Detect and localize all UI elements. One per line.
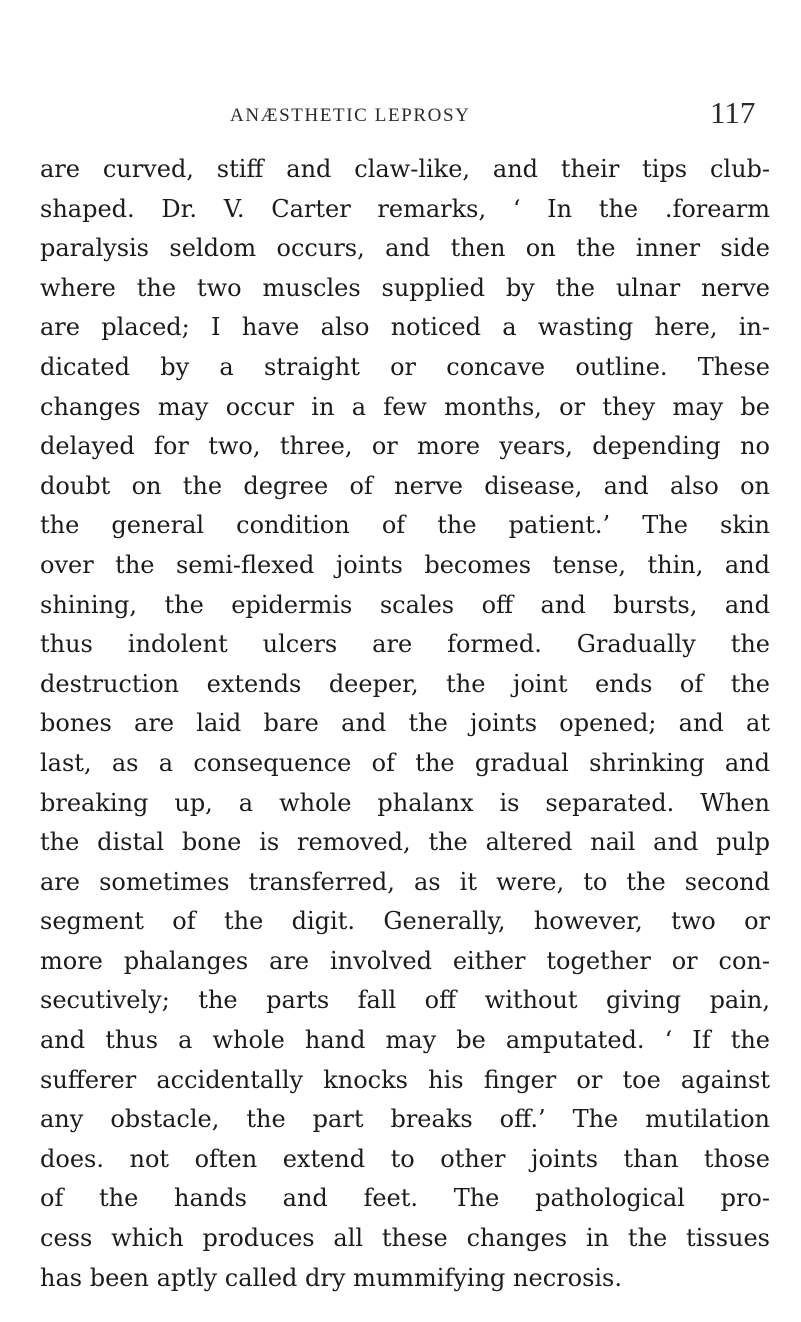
- running-head: [0, 95, 801, 135]
- text-line: any obstacle, the part breaks off.’ The mutilation: [40, 1105, 770, 1134]
- text-line: the distal bone is removed, the altered nail and pulp: [40, 828, 770, 857]
- text-line: dicated by a straight or concave outline. These: [40, 352, 770, 381]
- text-line: has been aptly called dry mummifying necrosis.: [40, 1263, 622, 1292]
- text-line: the general condition of the patient.’ The skin: [40, 511, 770, 540]
- text-line: does. not often extend to other joints than those: [40, 1144, 770, 1173]
- text-line: are sometimes transferred, as it were, to the second: [40, 867, 770, 896]
- text-line: are curved, stiff and claw-like, and their tips club-: [40, 155, 770, 183]
- text-line: destruction extends deeper, the joint ends of the: [40, 669, 770, 698]
- page-number: 117: [710, 95, 756, 130]
- text-line: of the hands and feet. The pathological pro-: [40, 1184, 770, 1213]
- text-line: where the two muscles supplied by the ulnar nerve: [40, 273, 770, 302]
- text-line: over the semi-flexed joints becomes tense, thin, and: [40, 550, 770, 579]
- text-line: bones are laid bare and the joints opened; and at: [40, 709, 770, 738]
- text-line: more phalanges are involved either together or con-: [40, 946, 770, 975]
- text-line: and thus a whole hand may be amputated. ‘ If the: [40, 1026, 770, 1055]
- text-line: last, as a consequence of the gradual shrinking and: [40, 748, 770, 777]
- text-line: breaking up, a whole phalanx is separated. When: [40, 788, 770, 817]
- text-line: delayed for two, three, or more years, depending no: [40, 432, 770, 461]
- text-line: cess which produces all these changes in the tissues: [40, 1224, 770, 1253]
- text-line: shaped. Dr. V. Carter remarks, ‘ In the .forearm: [40, 194, 770, 223]
- text-line: sufferer accidentally knocks his finger or toe against: [40, 1065, 770, 1094]
- text-line: secutively; the parts fall off without giving pain,: [40, 986, 770, 1015]
- text-line: doubt on the degree of nerve disease, and also on: [40, 471, 770, 500]
- text-line: thus indolent ulcers are formed. Gradually the: [40, 630, 770, 659]
- text-line: paralysis seldom occurs, and then on the inner side: [40, 234, 770, 263]
- body-paragraph: [40, 150, 770, 1298]
- text-line: changes may occur in a few months, or they may be: [40, 392, 770, 421]
- text-line: shining, the epidermis scales off and bursts, and: [40, 590, 770, 619]
- text-line: are placed; I have also noticed a wasting here, in-: [40, 313, 770, 342]
- text-line: segment of the digit. Generally, however, two or: [40, 907, 770, 936]
- running-title: ANÆSTHETIC LEPROSY: [230, 105, 471, 126]
